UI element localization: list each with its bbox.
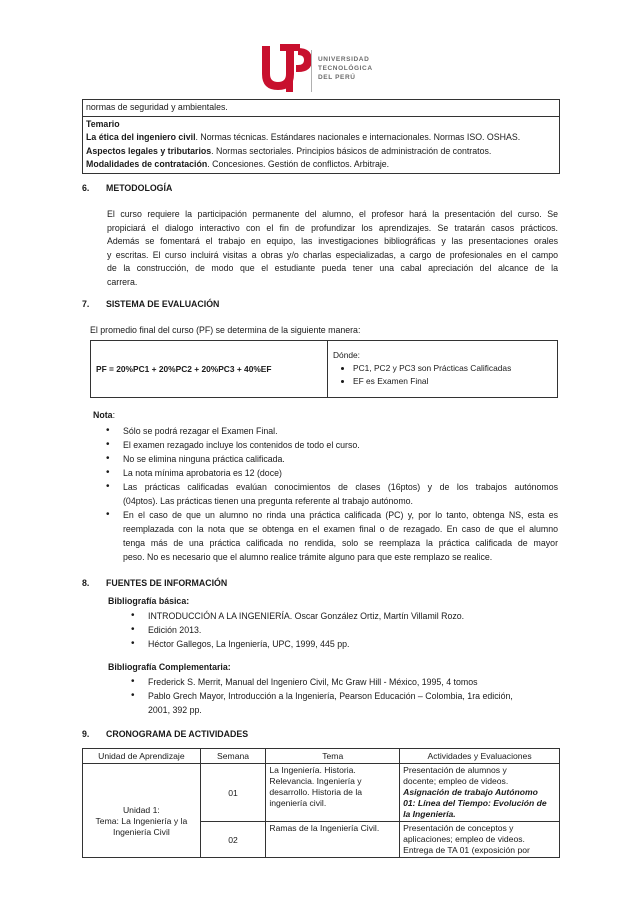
- section-heading-evaluacion: 7. SISTEMA DE EVALUACIÓN: [82, 299, 220, 309]
- list-item: • En el caso de que un alumno no rinda una práctica calificada (PC) y, por lo tanto, obtenga NS, esta es reemplazada con la nota que se obtenga en el examen final o de rezagado. En caso de que el alumno tenga más de una práctica calificada no rendida, solo se reemplaza la práctica calificada de mayor peso. No es necesario que el alumno realice trámite alguno para que este remplazo se realice.: [103, 508, 558, 564]
- activities-cell: Presentación de alumnos y docente; empleo de videos. Asignación de trabajo Autónomo 01: Línea del Tiempo: Evolución de la Ingeniería.: [400, 764, 560, 822]
- formula-cell: PF = 20%PC1 + 20%PC2 + 20%PC3 + 40%EF: [91, 341, 328, 398]
- evaluacion-intro: El promedio final del curso (PF) se determina de la siguiente manera:: [90, 325, 361, 335]
- formula-table: [90, 340, 558, 398]
- cronograma-table: [82, 748, 560, 858]
- syllabus-content-table: [82, 99, 560, 174]
- bibliografia-basica-list: [128, 609, 558, 651]
- metodologia-paragraph: El curso requiere la participación permanente del alumno, el profesor hará la presentación del curso. Se propiciará el dialogo interactivo con el fin de profundizar los aprendizajes. Se tratarán casos prácticos. Además se fomentará el trabajo en equipo, las investigaciones bibliográficas y las presentaciones orales y escritas. El curso incluirá visitas a obras y/o charlas especializadas, a cargo de profesionales en el campo de la construcción, de modo que el estudiante pueda tener una cabal apreciación del alcance de la carrera.: [107, 209, 558, 287]
- table-row: Temario La ética del ingeniero civil. Normas técnicas. Estándares nacionales e internacionales. Normas ISO. OSHAS. Aspectos legales y tributarios. Normas sectoriales. Principios básicos de administración de contratos. Modalidades de contratación. Concesiones. Gestión de conflictos. Arbitraje.: [83, 116, 560, 173]
- topic-cell: Ramas de la Ingeniería Civil.: [266, 822, 400, 858]
- column-header: Semana: [200, 749, 266, 764]
- unit-cell: Unidad 1: Tema: La Ingeniería y la Ingeniería Civil: [83, 764, 201, 858]
- university-name: UNIVERSIDAD TECNOLÓGICA DEL PERÚ: [318, 56, 373, 81]
- nota-list: [103, 424, 558, 564]
- section-heading-fuentes: 8. FUENTES DE INFORMACIÓN: [82, 578, 228, 588]
- table-row: normas de seguridad y ambientales.: [83, 100, 560, 117]
- list-item: • Sólo se podrá rezagar el Examen Final.: [103, 424, 558, 438]
- section-heading-metodologia: 6. METODOLOGÍA: [82, 183, 173, 193]
- week-cell: 01: [200, 764, 266, 822]
- table-row: [83, 764, 560, 822]
- week-cell: 02: [200, 822, 266, 858]
- donde-cell: Dónde: • PC1, PC2 y PC3 son Prácticas Calificadas • EF es Examen Final: [328, 341, 558, 398]
- bibliografia-complementaria-list: [128, 675, 558, 717]
- list-item: • No se elimina ninguna práctica calificada.: [103, 452, 558, 466]
- list-item: • EF es Examen Final: [353, 375, 552, 388]
- activities-cell: Presentación de conceptos y aplicaciones; empleo de videos. Entrega de TA 01 (exposición por: [400, 822, 560, 858]
- list-item: • La nota mínima aprobatoria es 12 (doce): [103, 466, 558, 480]
- list-item: • Héctor Gallegos, La Ingeniería, UPC, 1999, 445 pp.: [128, 637, 558, 651]
- list-item: • Frederick S. Merrit, Manual del Ingeniero Civil, Mc Graw Hill - México, 1995, 4 tomos: [128, 675, 558, 689]
- temario-label: Temario: [86, 118, 120, 129]
- bibliografia-complementaria-label: Bibliografía Complementaria:: [108, 662, 231, 672]
- logo-divider: [311, 50, 312, 92]
- list-item: • Pablo Grech Mayor, Introducción a la Ingeniería, Pearson Educación – Colombia, 1ra edición, 2001, 392 pp.: [128, 689, 558, 717]
- topic-cell: La Ingeniería. Historia. Relevancia. Ingeniería y desarrollo. Historia de la ingeniería civil.: [266, 764, 400, 822]
- bibliografia-basica-label: Bibliografía básica:: [108, 596, 190, 606]
- list-item: • Edición 2013.: [128, 623, 558, 637]
- section-heading-cronograma: 9. CRONOGRAMA DE ACTIVIDADES: [82, 729, 249, 739]
- list-item: • Las prácticas calificadas evalúan conocimientos de clases (16ptos) y de los trabajos autónomos (04ptos). Las prácticas tienen una pregunta referente al trabajo autónomo.: [103, 480, 558, 508]
- column-header: Actividades y Evaluaciones: [400, 749, 560, 764]
- nota-label: Nota:: [93, 410, 116, 420]
- column-header: Tema: [266, 749, 400, 764]
- list-item: • El examen rezagado incluye los contenidos de todo el curso.: [103, 438, 558, 452]
- list-item: • INTRODUCCIÓN A LA INGENIERÍA. Oscar González Ortiz, Martín Villamil Rozo.: [128, 609, 558, 623]
- list-item: • PC1, PC2 y PC3 son Prácticas Calificadas: [353, 362, 552, 375]
- column-header: Unidad de Aprendizaje: [83, 749, 201, 764]
